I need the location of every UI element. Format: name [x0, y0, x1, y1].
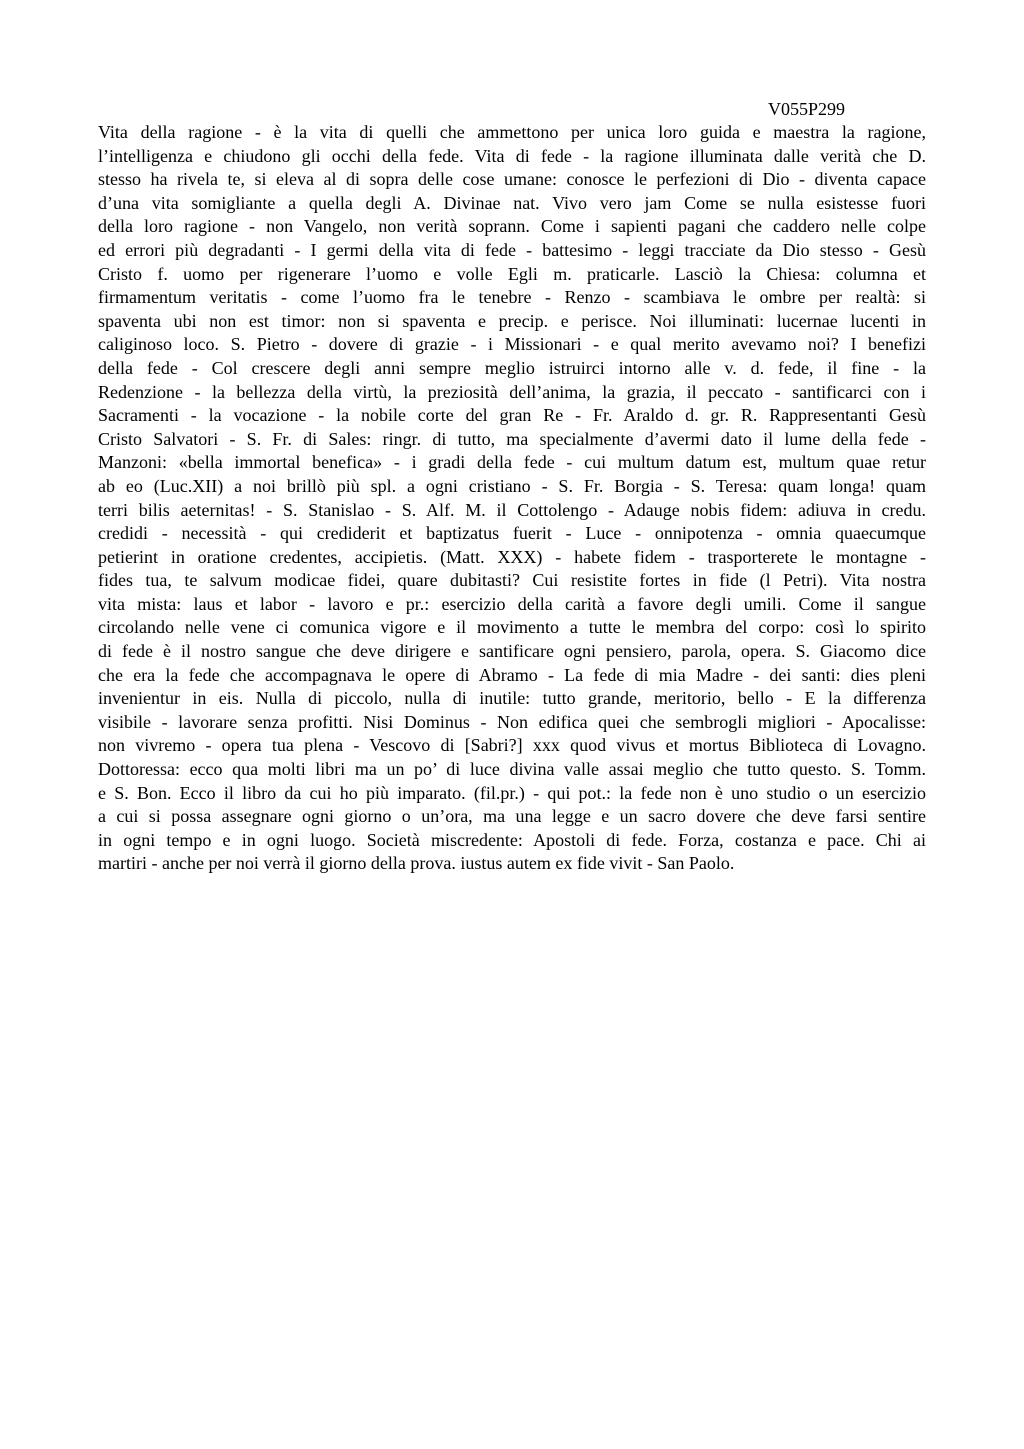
text-line: fides tua, te salvum modicae fidei, quare dubitasti? Cui resistite fortes in fide (l Petri). Vita nostra [98, 570, 926, 591]
text-line: Vita della ragione - è la vita di quelli che ammettono per unica loro guida e maestra la ragione, [98, 122, 926, 142]
text-line: l’intelligenza e chiudono gli occhi della fede. Vita di fede - la ragione illuminata dalle verità che D. [98, 145, 926, 166]
text-line: terri bilis aeternitas! - S. Stanislao - S. Alf. M. il Cottolengo - Adauge nobis fidem: adiuva in credu. [98, 499, 926, 520]
text-line: credidi - necessità - qui crediderit et baptizatus fuerit - Luce - onnipotenza - omnia quaecumque [98, 523, 926, 544]
text-line: petierint in oratione credentes, accipietis. (Matt. XXX) - habete fidem - trasporterete le montagne - [98, 546, 926, 567]
text-line: e S. Bon. Ecco il libro da cui ho più imparato. (fil.pr.) - qui pot.: la fede non è uno studio o un esercizio [98, 782, 926, 803]
text-line: di fede è il nostro sangue che deve dirigere e santificare ogni pensiero, parola, opera. S. Giacomo dice [98, 641, 926, 662]
text-line: invenientur in eis. Nulla di piccolo, nulla di inutile: tutto grande, meritorio, bello - E la differenza [98, 688, 926, 709]
text-line: ed errori più degradanti - I germi della vita di fede - battesimo - leggi tracciate da Dio stesso - Gesù [98, 239, 926, 260]
text-line: martiri - anche per noi verrà il giorno della prova. iustus autem ex fide vivit - San Paolo. [98, 853, 735, 874]
text-line: circolando nelle vene ci comunica vigore e il movimento a tutte le membra del corpo: così lo spirito [98, 617, 926, 638]
text-line: firmamentum veritatis - come l’uomo fra le tenebre - Renzo - scambiava le ombre per realtà: si [98, 287, 926, 308]
page-reference-code: V055P299 [768, 99, 846, 119]
text-line: non vivremo - opera tua plena - Vescovo di [Sabri?] xxx quod vivus et mortus Biblioteca di Lovagno. [98, 735, 926, 756]
text-line: a cui si possa assegnare ogni giorno o un’ora, ma una legge e un sacro dovere che deve farsi sentire [98, 806, 926, 827]
text-line: in ogni tempo e in ogni luogo. Società miscredente: Apostoli di fede. Forza, costanza e pace. Chi ai [98, 829, 926, 850]
text-line: della fede - Col crescere degli anni sempre meglio istruirci intorno alle v. d. fede, il fine - la [98, 357, 926, 378]
text-line: Dottoressa: ecco qua molti libri ma un po’ di luce divina valle assai meglio che tutto questo. S. Tomm. [98, 759, 926, 780]
text-line: caliginoso loco. S. Pietro - dovere di grazie - i Missionari - e qual merito avevamo noi? I benefizi [98, 334, 926, 355]
text-line: Cristo f. uomo per rigenerare l’uomo e volle Egli m. praticarle. Lasciò la Chiesa: columna et [98, 263, 926, 284]
text-line: Manzoni: «bella immortal benefica» - i gradi della fede - cui multum datum est, multum quae retur [98, 452, 926, 473]
text-line: vita mista: laus et labor - lavoro e pr.: esercizio della carità a favore degli umili. Come il sangue [98, 593, 926, 614]
text-line: spaventa ubi non est timor: non si spaventa e precip. e perisce. Noi illuminati: lucernae lucenti in [98, 310, 926, 331]
body-paragraph [98, 121, 926, 876]
text-line: ab eo (Luc.XII) a noi brillò più spl. a ogni cristiano - S. Fr. Borgia - S. Teresa: quam longa! quam [98, 475, 926, 496]
text-line: stesso ha rivela te, si eleva al di sopra delle cose umane: conosce le perfezioni di Dio - diventa capace [98, 169, 926, 190]
text-line: Redenzione - la bellezza della virtù, la preziosità dell’anima, la grazia, il peccato - santificarci con i [98, 381, 926, 402]
text-line: Cristo Salvatori - S. Fr. di Sales: ringr. di tutto, ma specialmente d’avermi dato il lume della fede - [98, 428, 926, 449]
text-line: Sacramenti - la vocazione - la nobile corte del gran Re - Fr. Araldo d. gr. R. Rappresentanti Gesù [98, 405, 926, 426]
text-line: visibile - lavorare senza profitti. Nisi Dominus - Non edifica quei che sembrogli migliori - Apocalisse: [98, 711, 926, 732]
text-line: della loro ragione - non Vangelo, non verità soprann. Come i sapienti pagani che caddero nelle colpe [98, 216, 926, 237]
text-line: d’una vita somigliante a quella degli A. Divinae nat. Vivo vero jam Come se nulla esistesse fuori [98, 192, 926, 213]
text-line: che era la fede che accompagnava le opere di Abramo - La fede di mia Madre - dei santi: dies pleni [98, 664, 926, 685]
